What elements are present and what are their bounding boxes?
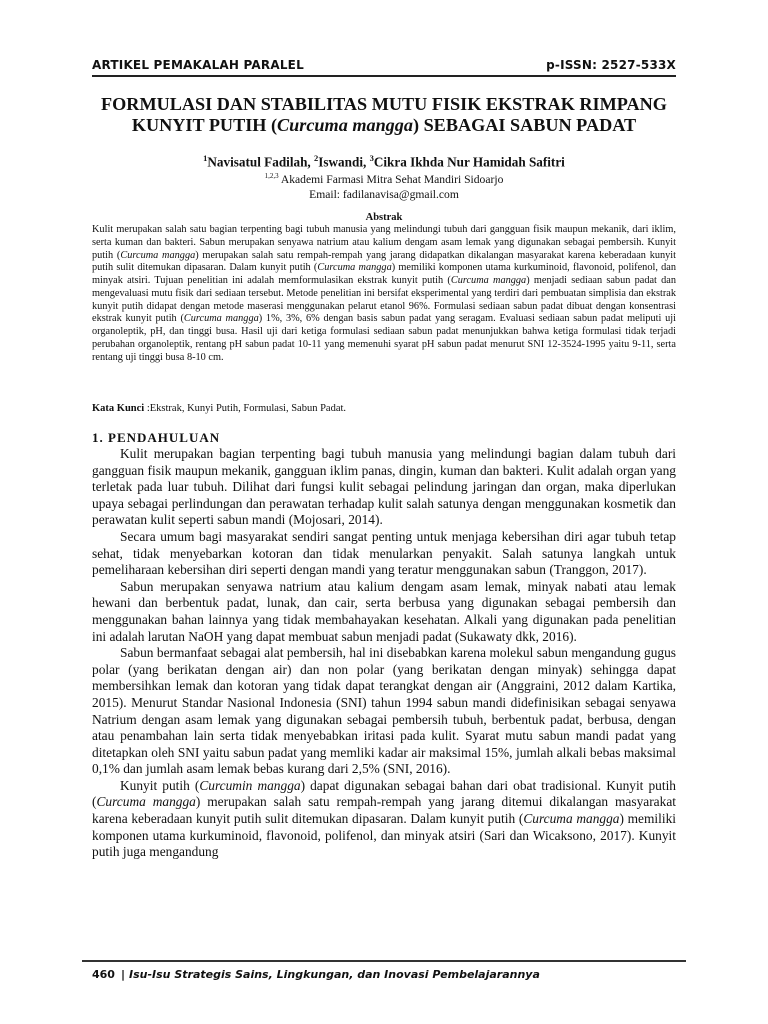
title-text: ) SEBAGAI SABUN PADAT [412,115,637,135]
title-species: Curcuma mangga [277,115,413,135]
abstract-species: Curcuma mangga [317,262,392,274]
paragraph: Sabun merupakan senyawa natrium atau kalium dengam asam lemak, minyak nabati atau lemak hewani dan berbentuk padat, lunak, dan cair, serta berbusa yang digunakan sebagai pembersih dan menggunakan bahan lainnya yang tidak membahayakan kesehatan. Alkali yang digunakan pada penelitian ini adalah larutan NaOH yang dapat membuat sabun menjadi padat (Sukawaty dkk, 2016). [92,578,676,644]
paragraph-text: ) merupakan salah satu rempah-rempah yang jarang ditemui dikalangan masyarakat karena keberadaan kunyit putih sulit ditemukan dipasaran. Dalam kunyit putih ( [92,794,676,827]
author-superscript: 1 [203,153,208,163]
paragraph: Kulit merupakan bagian terpenting bagi tubuh manusia yang melindungi bagian dalam tubuh dari gangguan fisik maupun mekanik, gangguan iklim panas, dingin, kuman dan bakteri. Kulit adalah organ yang terletak pada luar tubuh. Dilihat dari fungsi kulit sebagai pelindung jaringan dan organ, maka diperlukan upaya sebagai perlindungan dan perawatan terhadap kulit salah satunya dengan menggunakan kosmetik dan perawatan kulit seperti sabun mandi (Mojosari, 2014). [92,446,676,528]
author-name: Iswandi, [318,154,370,170]
header-divider [92,75,676,77]
abstract-text: ) menjadi sediaan sabun padat dan mengevaluasi mutu fisik dari sediaan tersebut. Metode penelitian ini bersifat eksperimental yang terdiri dari pembuatan simplisia dan ekstrak kunyit putih didapat dengan metode maserasi menggunakan pelarut etanol 96%. Formulasi sediaan sabun padat dibuat dengan konsentrasi ekstrak kunyit putih ( [92,275,676,325]
abstract-body [92,224,676,364]
abstract-text: Kulit merupakan salah satu bagian terpenting bagi tubuh manusia yang melindungi tubuh dari gangguan fisik maupun mekanik, dari iklim, serta kuman dan bakteri. Sabun merupakan senyawa natrium atau kalium dengam asam lemak yang digunakan sebagai pembersih. Kunyit putih ( [92,224,676,261]
species-name: Curcuma mangga [523,811,620,827]
journal-title: Isu-Isu Strategis Sains, Lingkungan, dan Inovasi Pembelajarannya [129,968,540,981]
paper-title [92,94,676,136]
abstract-heading: Abstrak [365,212,403,223]
title-line-1: FORMULASI DAN STABILITAS MUTU FISIK EKSTRAK RIMPANG [101,94,667,114]
paragraph-text: ) memiliki komponen utama kurkuminoid, flavonoid, polifenol, dan minyak atsiri (Sari dan Wicaksono, 2017). Kunyit putih juga mengandung [92,811,676,860]
abstract-text: ) 1%, 3%, 6% dengan basis sabun padat yang seragam. Evaluasi sediaan sabun padat meliputi uji organoleptik, pH, dan tinggi busa. Hasil uji dari ketiga formulasi sediaan sabun padat menunjukkan bahwa ketiga formulasi tidak terjadi perubahan organoleptik, rentang pH sabun padat 10-11 yang memenuhi syarat pH sabun padat menurut SNI 12-3524-1995 yaitu 9-11, serta rentang uji tinggi busa 8-10 cm. [92,313,676,363]
author-superscript: 2 [314,153,319,163]
species-name: Curcumin mangga [199,777,301,793]
title-text: KUNYIT PUTIH ( [131,115,278,135]
affiliation-block [92,169,676,202]
page-footer [92,968,676,981]
section-heading: 1. PENDAHULUAN [92,430,221,445]
paragraph: Secara umum bagi masyarakat sendiri sangat penting untuk menjaga kebersihan diri agar tubuh tetap sehat, tidak menyebarkan kotoran dan tidak menularkan penyakit. Salah satunya langkah untuk pemeliharaan kebersihan diri seperti dengan mandi yang teratur menggunakan sabun (Tranggon, 2017). [92,528,676,578]
paragraph-text: ) dapat digunakan sebagai bahan dari obat tradisional. Kunyit putih ( [92,777,676,810]
abstract-species: Curcuma mangga [450,275,527,286]
author-email: Email: fadilanavisa@gmail.com [309,187,459,201]
footer-divider [82,960,686,962]
species-name: Curcuma mangga [96,794,196,810]
keywords-text: :Ekstrak, Kunyi Putih, Formulasi, Sabun Padat. [144,403,347,414]
abstract-text: ) merupakan salah satu rempah-rempah yang jarang didapatkan dikalangan masyarakat karena keberadaan kunyit putih sulit ditemukan dipasaran. Dalam kunyit putih ( [92,249,677,274]
abstract-species: Curcuma mangga [183,313,259,325]
title-line-2 [92,115,676,136]
author-name: Navisatul Fadilah, [207,154,315,170]
paragraph-text: Kunyit putih ( [120,777,200,793]
author-superscript: 3 [369,153,374,163]
abstract-text: ) memiliki komponen utama kurkuminoid, flavonoid, polifenol, dan minyak atsiri. Tujuan penelitian ini adalah memformulasikan ekstrak kunyit putih ( [92,262,677,286]
paragraph [92,778,676,861]
keywords [92,403,676,414]
affiliation-text: Akademi Farmasi Mitra Sehat Mandiri Sidoarjo [278,172,504,186]
footer-separator: | [120,968,125,981]
keywords-label: Kata Kunci [92,403,145,414]
page-number: 460 [92,968,115,981]
running-header [92,58,676,72]
paragraph: Sabun bermanfaat sebagai alat pembersih, hal ini disebabkan karena molekul sabun mengandung gugus polar (yang berikatan dengan air) dan non polar (yang berikatan dengan minyak) sehingga dapat membersihkan lemak dan kotoran yang tidak dapat terangkat dengan air (Anggraini, 2012 dalam Kartika, 2015). Menurut Standar Nasional Indonesia (SNI) tahun 1994 sabun mandi didefinisikan sebagai senyawa Natrium dengan asam lemak yang digunakan sebagai pembersih tubuh, berbentuk padat, berbusa, dengan atau penambahan lain serta tidak menyebabkan iritasi pada kulit. Syarat mutu sabun mandi padat yang ditetapkan oleh SNI yaitu sabun padat yang memliki kadar air maksimal 15%, jumlah alkali bebas maksimal 0,1% dan jumlah asam lemak bebas kurang dari 2,5% (SNI, 2016). [92,645,676,777]
author-name: Cikra Ikhda Nur Hamidah Safitri [373,154,565,170]
abstract-species: Curcuma mangga [120,249,196,261]
body-text [92,446,676,861]
affiliation-superscript: 1,2,3 [264,172,279,180]
affiliation [92,169,676,187]
header-issn: p-ISSN: 2527-533X [546,58,676,72]
header-section-label: ARTIKEL PEMAKALAH PARALEL [92,58,304,72]
author-list [92,153,676,170]
